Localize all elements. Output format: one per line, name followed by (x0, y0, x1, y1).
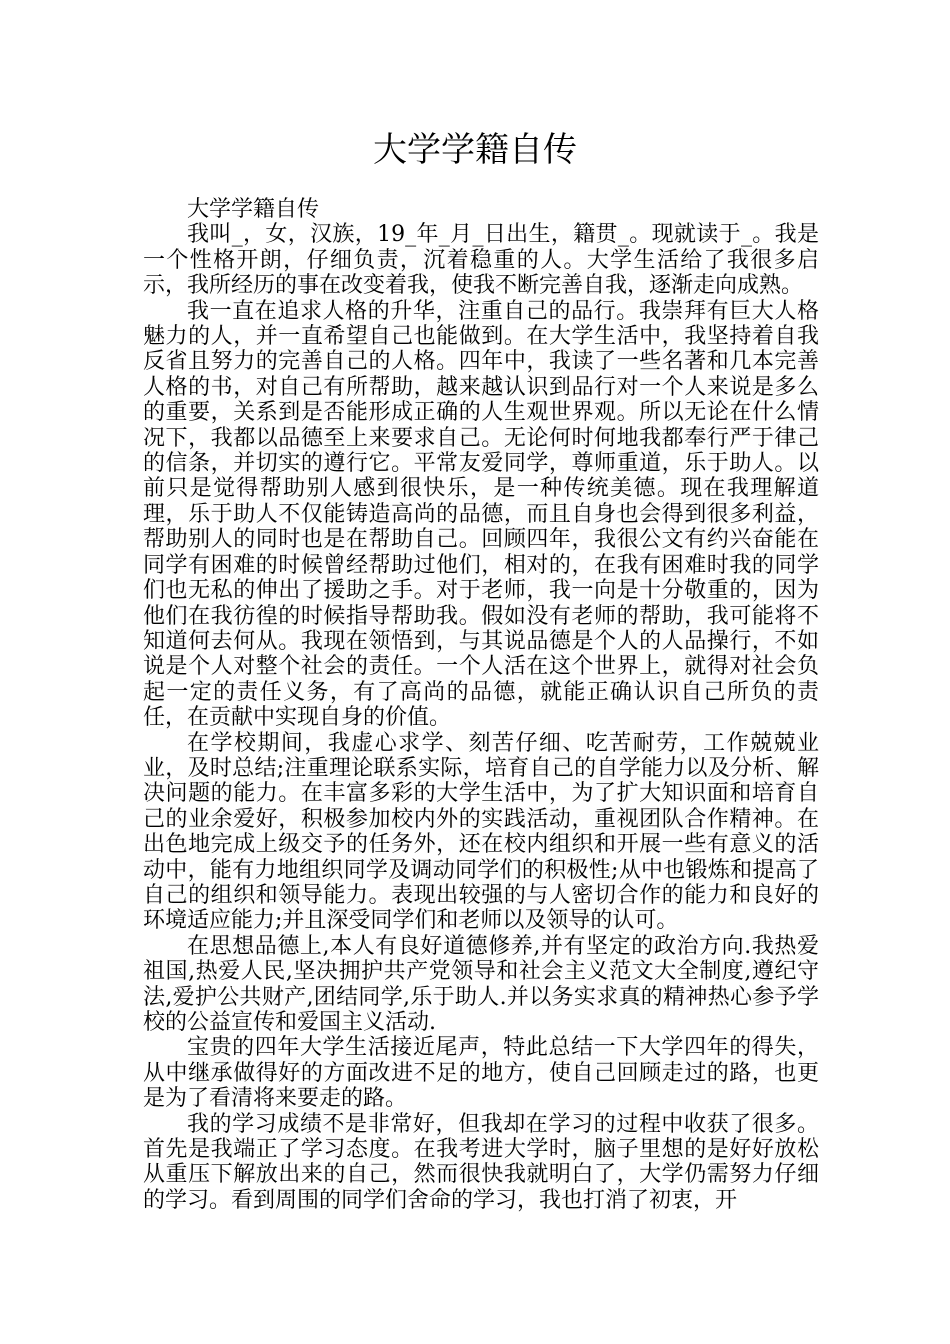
paragraph-intro: 我叫_，女，汉族，19_年_月_日出生，籍贯_。现就读于_。我是一个性格开朗，仔细负责，沉着稳重的人。大学生活给了我很多启示，我所经历的事在改变着我，使我不断完善自我，逐渐走向成熟。 (143, 222, 819, 299)
paragraph-summary: 宝贵的四年大学生活接近尾声，特此总结一下大学四年的得失，从中继承做得好的方面改进不足的地方，使自己回顾走过的路，也更是为了看清将来要走的路。 (143, 1035, 819, 1112)
paragraph-morality: 在思想品德上,本人有良好道德修养,并有坚定的政治方向.我热爱祖国,热爱人民,坚决拥护共产党领导和社会主义范文大全制度,遵纪守法,爱护公共财产,团结同学,乐于助人.并以务实求真的精神热心参予学校的公益宣传和爱国主义活动. (143, 933, 819, 1035)
paragraph-learning: 我的学习成绩不是非常好，但我却在学习的过程中收获了很多。首先是我端正了学习态度。在我考进大学时，脑子里想的是好好放松从重压下解放出来的自己，然而很快我就明白了，大学仍需努力仔细的学习。看到周围的同学们舍命的学习，我也打消了初衷，开 (143, 1111, 819, 1213)
document-body (143, 197, 819, 1213)
paragraph-character: 我一直在追求人格的升华，注重自己的品行。我崇拜有巨大人格魅力的人，并一直希望自己也能做到。在大学生活中，我坚持着自我反省且努力的完善自己的人格。四年中，我读了一些名著和几本完善人格的书，对自己有所帮助，越来越认识到品行对一个人来说是多么的重要，关系到是否能形成正确的人生观世界观。所以无论在什么情况下，我都以品德至上来要求自己。无论何时何地我都奉行严于律己的信条，并切实的遵行它。平常友爱同学，尊师重道，乐于助人。以前只是觉得帮助别人感到很快乐，是一种传统美德。现在我理解道理，乐于助人不仅能铸造高尚的品德，而且自身也会得到很多利益，帮助别人的同时也是在帮助自己。回顾四年，我很公文有约兴奋能在同学有困难的时候曾经帮助过他们，相对的，在我有困难时我的同学们也无私的伸出了援助之手。对于老师，我一向是十分敬重的，因为他们在我彷徨的时候指导帮助我。假如没有老师的帮助，我可能将不知道何去何从。我现在领悟到，与其说品德是个人的人品操行，不如说是个人对整个社会的责任。一个人活在这个世界上，就得对社会负起一定的责任义务，有了高尚的品德，就能正确认识自己所负的责任，在贡献中实现自身的价值。 (143, 298, 819, 731)
paragraph-study: 在学校期间，我虚心求学、刻苦仔细、吃苦耐劳，工作兢兢业业，及时总结;注重理论联系实际，培育自己的自学能力以及分析、解决问题的能力。在丰富多彩的大学生活中，为了扩大知识面和培育自己的业余爱好，积极参加校内外的实践活动，重视团队合作精神。在出色地完成上级交予的任务外，还在校内组织和开展一些有意义的活动中，能有力地组织同学及调动同学们的积极性;从中也锻炼和提高了自己的组织和领导能力。表现出较强的与人密切合作的能力和良好的环境适应能力;并且深受同学们和老师以及领导的认可。 (143, 730, 819, 934)
document-title: 大学学籍自传 (373, 130, 577, 170)
paragraph-heading: 大学学籍自传 (187, 197, 320, 222)
